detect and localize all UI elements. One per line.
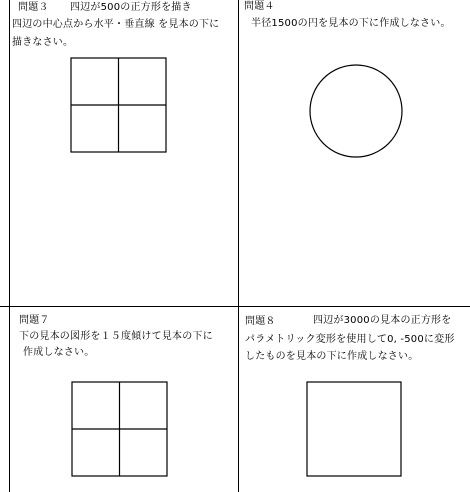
- problem-8-instruction-line2: パラメトリック変形を使用して0, -500に変形: [245, 334, 455, 345]
- problem-4-title: 問題４: [244, 1, 275, 12]
- problem-4-circle-figure: [308, 63, 404, 159]
- problem-3-instruction-line3: 描きなさい。: [12, 37, 74, 48]
- problem-4-instruction-line1: 半径1500の円を見本の下に作成しなさい。: [251, 18, 451, 29]
- problem-8-title: 問題８: [245, 316, 276, 327]
- problem-8-instruction-line1: 四辺が3000の見本の正方形を: [313, 315, 452, 326]
- problem-7-instruction-line2: 作成しなさい。: [23, 347, 95, 358]
- center-vertical-line: [238, 0, 239, 492]
- problem-8-square-figure: [306, 381, 403, 478]
- problem-7-title: 問題７: [19, 315, 50, 326]
- horizontal-divider: [0, 306, 470, 307]
- problem-3-title: 問題３: [18, 2, 49, 13]
- left-vertical-line: [9, 0, 10, 492]
- problem-3-instruction-line1: 四辺が500の正方形を描き: [70, 2, 192, 13]
- problem-7-square-cross-figure: [71, 381, 169, 478]
- problem-7-instruction-line1: 下の見本の図形を１５度傾けて見本の下に: [19, 331, 213, 342]
- problem-3-instruction-line2: 四辺の中心点から水平・垂直線 を見本の下に: [12, 19, 220, 30]
- problem-3-square-cross-figure: [70, 57, 168, 154]
- problem-8-instruction-line3: したものを見本の下に作成しなさい。: [245, 351, 419, 362]
